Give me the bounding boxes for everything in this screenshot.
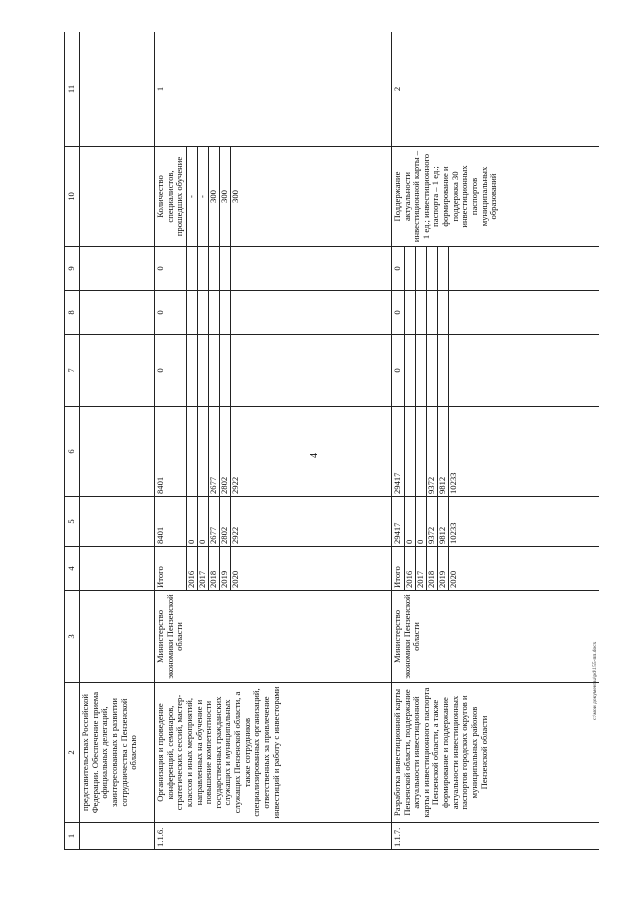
year-c6: 2677	[208, 407, 219, 497]
cell	[448, 291, 599, 335]
year-c10: 300	[208, 147, 219, 247]
row-c11: 2	[391, 32, 599, 147]
year-c6: 9812	[437, 407, 448, 497]
col-header-6: 6	[65, 407, 80, 497]
program-table	[64, 32, 599, 850]
year-cell: 2020	[230, 547, 391, 591]
year-c5: 10233	[448, 497, 599, 547]
cell	[186, 335, 197, 407]
year-c6: 10233	[448, 407, 599, 497]
year-c6	[186, 407, 197, 497]
total-c9: 0	[155, 247, 187, 291]
col-header-8: 8	[65, 291, 80, 335]
year-c5: 0	[197, 497, 208, 547]
year-c5: 2922	[230, 497, 391, 547]
prev-row-name: представительствах Российской Федерации. Обеспечение приема официальных делегаций, заинтересованных в развитии сотрудничества с Пензенской областью	[80, 683, 155, 823]
cell	[197, 291, 208, 335]
row-number: 1.1.7.	[391, 823, 599, 850]
year-c5: 0	[415, 497, 426, 547]
cell	[80, 547, 155, 591]
year-c6	[415, 407, 426, 497]
column-number-row	[65, 32, 80, 850]
rotated-table-area	[64, 32, 599, 850]
year-c10: -	[186, 147, 197, 247]
year-cell: 2018	[208, 547, 219, 591]
cell	[80, 291, 155, 335]
year-cell: 2017	[415, 547, 426, 591]
col-header-11: 11	[65, 32, 80, 147]
col-header-1: 1	[65, 823, 80, 850]
year-c6: 2922	[230, 407, 391, 497]
cell	[80, 591, 155, 683]
row-number: 1.1.6.	[155, 823, 392, 850]
year-cell: 2019	[219, 547, 230, 591]
page-number: 4	[309, 453, 320, 458]
year-c6: 9372	[426, 407, 437, 497]
col-header-10: 10	[65, 147, 80, 247]
year-cell: 2018	[426, 547, 437, 591]
total-label: Итого	[155, 547, 187, 591]
cell	[219, 335, 230, 407]
total-c6: 8401	[155, 407, 187, 497]
indicator: Поддержание актуальности инвестиционной карты – 1 ед.; инвестиционного паспорта – 1 ед.; формирование и поддержка 30 инвестиционных паспортов муниципальных образований	[391, 147, 599, 247]
cell	[437, 291, 448, 335]
total-c7: 0	[391, 335, 404, 407]
row-c11: 1	[155, 32, 392, 147]
cell	[230, 291, 391, 335]
total-c9: 0	[391, 247, 404, 291]
cell	[208, 247, 219, 291]
cell	[426, 291, 437, 335]
cell	[448, 335, 599, 407]
table-row	[391, 32, 404, 850]
cell	[437, 335, 448, 407]
cell	[80, 497, 155, 547]
year-c5: 2802	[219, 497, 230, 547]
cell	[80, 335, 155, 407]
year-c10: 300	[230, 147, 391, 247]
col-header-2: 2	[65, 683, 80, 823]
cell	[426, 335, 437, 407]
total-c8: 0	[155, 291, 187, 335]
year-c5: 2677	[208, 497, 219, 547]
year-c5: 9372	[426, 497, 437, 547]
cell	[219, 291, 230, 335]
col-header-4: 4	[65, 547, 80, 591]
cell	[208, 291, 219, 335]
continued-row	[80, 32, 155, 850]
row-name: Разработка инвестиционной карты Пензенской области, поддержание актуальности инвестиционной карты и инвестиционного паспорта Пензенской области, а также формирование и поддержание актуальности инвестиционных паспортов городских округов и муниципальных районов Пензенской области	[391, 683, 599, 823]
table-row	[155, 32, 187, 850]
year-c5: 9812	[437, 497, 448, 547]
cell	[208, 335, 219, 407]
cell	[448, 247, 599, 291]
year-cell: 2019	[437, 547, 448, 591]
year-cell: 2016	[186, 547, 197, 591]
year-c6: 2802	[219, 407, 230, 497]
cell	[426, 247, 437, 291]
total-c6: 29417	[391, 407, 404, 497]
cell	[230, 247, 391, 291]
total-c5: 8401	[155, 497, 187, 547]
cell	[80, 247, 155, 291]
year-cell: 2016	[404, 547, 415, 591]
cell	[197, 335, 208, 407]
row-executor: Министерство экономики Пензенской области	[155, 591, 392, 683]
year-c6	[404, 407, 415, 497]
row-name: Организация и проведение конференций, семинаров, стратегических сессий, мастер-классов и иных мероприятий, направленных на обучение и повышение компетентности государственных гражданских служащих и муниципальных служащих Пензенской области, а также сотрудников специализированных организаций, ответственных за привлечение инвестиций и работу с инвесторами	[155, 683, 392, 823]
year-c6	[197, 407, 208, 497]
cell	[197, 247, 208, 291]
col-header-5: 5	[65, 497, 80, 547]
year-cell: 2020	[448, 547, 599, 591]
col-header-9: 9	[65, 247, 80, 291]
year-cell: 2017	[197, 547, 208, 591]
cell	[219, 247, 230, 291]
total-label: Итого	[391, 547, 404, 591]
total-c5: 29417	[391, 497, 404, 547]
cell	[415, 291, 426, 335]
cell	[230, 335, 391, 407]
cell	[415, 247, 426, 291]
cell	[80, 32, 155, 147]
cell	[437, 247, 448, 291]
cell	[404, 247, 415, 291]
row-executor: Министерство экономики Пензенской области	[391, 591, 599, 683]
cell	[186, 247, 197, 291]
file-path-footer: c:\мои документы\pd\155-пп.docx	[592, 641, 598, 720]
cell	[80, 407, 155, 497]
total-c7: 0	[155, 335, 187, 407]
cell	[404, 335, 415, 407]
cell	[80, 147, 155, 247]
indicator: Количество специалистов, прошедших обучение	[155, 147, 187, 247]
year-c5: 0	[186, 497, 197, 547]
year-c10: -	[197, 147, 208, 247]
total-c8: 0	[391, 291, 404, 335]
year-c5: 0	[404, 497, 415, 547]
year-c10: 300	[219, 147, 230, 247]
col-header-3: 3	[65, 591, 80, 683]
col-header-7: 7	[65, 335, 80, 407]
cell	[186, 291, 197, 335]
cell	[80, 823, 155, 850]
cell	[415, 335, 426, 407]
cell	[404, 291, 415, 335]
